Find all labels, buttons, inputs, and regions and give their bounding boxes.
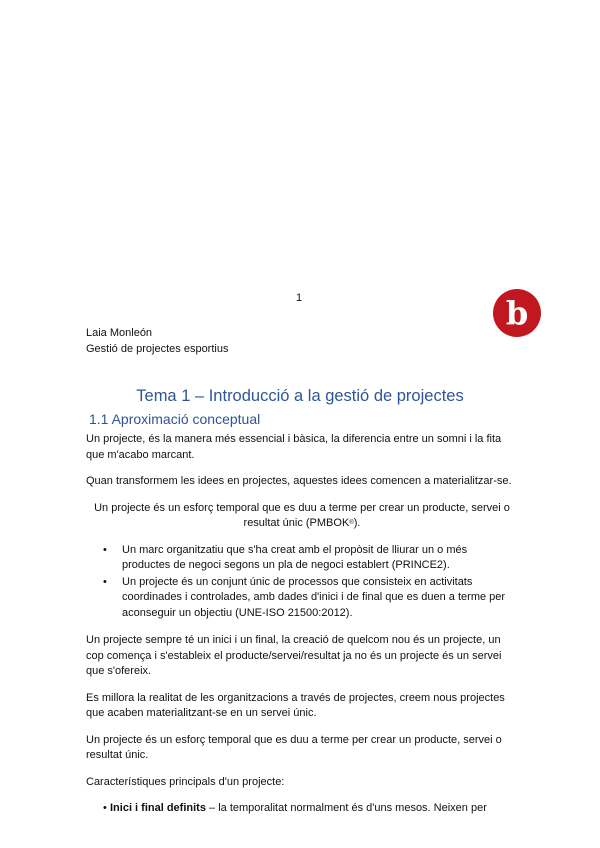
author-name: Laia Monleón <box>86 327 153 339</box>
paragraph: Un projecte és un esforç temporal que es duu a terme per crear un producte, servei o resultat únic. <box>86 733 502 761</box>
page-number: 1 <box>296 292 303 304</box>
list-item <box>86 801 518 817</box>
author-block <box>86 325 228 357</box>
document-body <box>86 432 518 829</box>
section-subtitle: 1.1 Aproximació conceptual <box>89 411 261 427</box>
list-item-text: Un projecte és un conjunt únic de processos que consisteix en activitats coordinades i controlades, amb dades d'inici i de final que es duen a terme per aconseguir un objectiu (UNE-ISO 21500:2012). <box>122 575 506 619</box>
page-title: Tema 1 – Introducció a la gestió de projectes <box>136 387 464 405</box>
registered-mark: ® <box>349 520 354 526</box>
definition-text: Un projecte és un esforç temporal que es duu a terme per crear un producte, servei o resultat únic (PMBOK <box>94 501 510 529</box>
paragraph: Es millora la realitat de les organitzacions a través de projectes, creem nous projectes que acaben materialitzant-se en un servei únic. <box>86 691 505 719</box>
paragraph: Quan transformem les idees en projectes, aquestes idees comencen a materialitzar-se. <box>86 475 512 487</box>
feature-term: Inici i final definits <box>110 802 206 814</box>
paragraph: Característiques principals d'un projecte: <box>86 775 285 788</box>
bullet-icon: • <box>103 543 107 556</box>
definition-end: ). <box>353 517 361 529</box>
definition-paragraph <box>86 501 518 532</box>
features-list <box>86 801 518 817</box>
paragraph: Un projecte sempre té un inici i un final, la creació de quelcom nou és un projecte, un cop comença i s'estableix el producte/servei/resultat ja no és un projecte és un servei que s'ofereix. <box>86 634 502 677</box>
bullet-icon: • <box>103 802 107 814</box>
list-item-text: Un marc organitzatiu que s'ha creat amb el propòsit de lliurar un o més productes de negoci segons un pla de negoci establert (PRINCE2). <box>122 543 468 571</box>
course-name: Gestió de projectes esportius <box>86 343 229 355</box>
university-logo <box>493 289 541 337</box>
feature-text: – la temporalitat normalment és d'uns mesos. Neixen per <box>205 802 487 814</box>
paragraph: Un projecte, és la manera més essencial i bàsica, la diferencia entre un somni i la fita que m'acabo marcant. <box>86 433 502 461</box>
bullet-icon: • <box>103 575 107 588</box>
definitions-list <box>86 543 518 622</box>
list-item <box>86 575 518 622</box>
svg-text:b: b <box>505 294 529 332</box>
list-item <box>86 543 518 574</box>
